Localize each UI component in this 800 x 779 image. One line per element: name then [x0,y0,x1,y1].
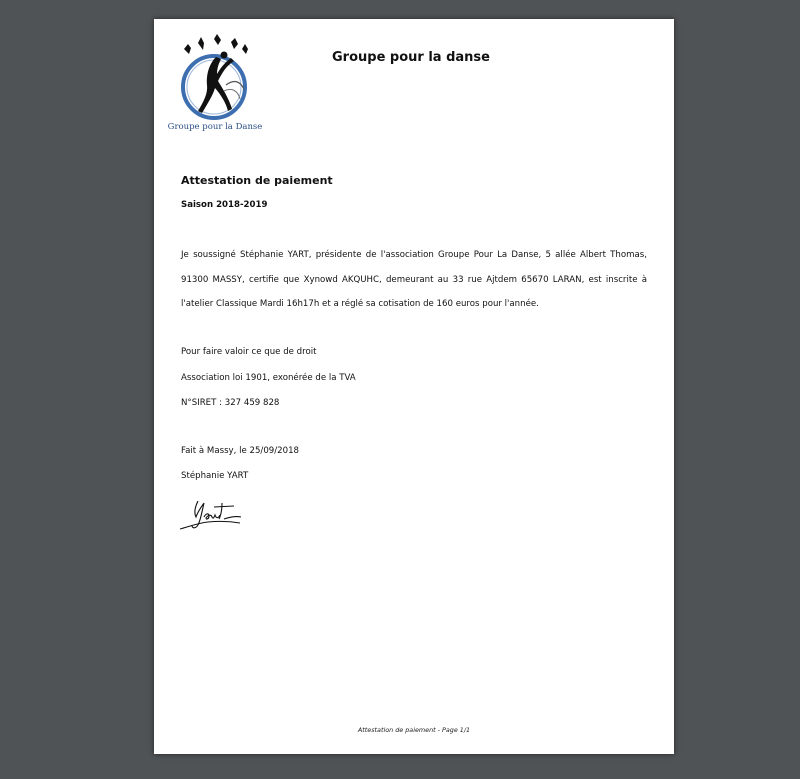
document-heading: Attestation de paiement [181,174,333,187]
document-page [154,19,674,754]
place-date-line: Fait à Massy, le 25/09/2018 [181,446,300,456]
signature-icon [178,497,244,533]
page-title: Groupe pour la danse [332,50,490,65]
season-label: Saison 2018-2019 [181,200,268,210]
body-paragraph: Je soussigné Stéphanie YART, présidente de l'association Groupe Pour La Danse, 5 allée Albert Thomas, 91300 MASSY, certifie que Xynowd AKQUHC, demeurant au 33 rue Ajtdem 65670 LARAN, est inscrite à l'atelier Classique Mardi 16h17h et a réglé sa cotisation de 160 euros pour l'année. [181,250,647,309]
dance-logo [167,33,263,137]
signer-name: Stéphanie YART [181,471,249,481]
page-footer: Attestation de paiement - Page 1/1 [357,726,471,734]
association-line: Association loi 1901, exonérée de la TVA [181,373,356,383]
siret-line: N°SIRET : 327 459 828 [181,398,280,408]
logo-text: Groupe pour la Danse [167,122,263,132]
valoir-line: Pour faire valoir ce que de droit [181,347,317,357]
